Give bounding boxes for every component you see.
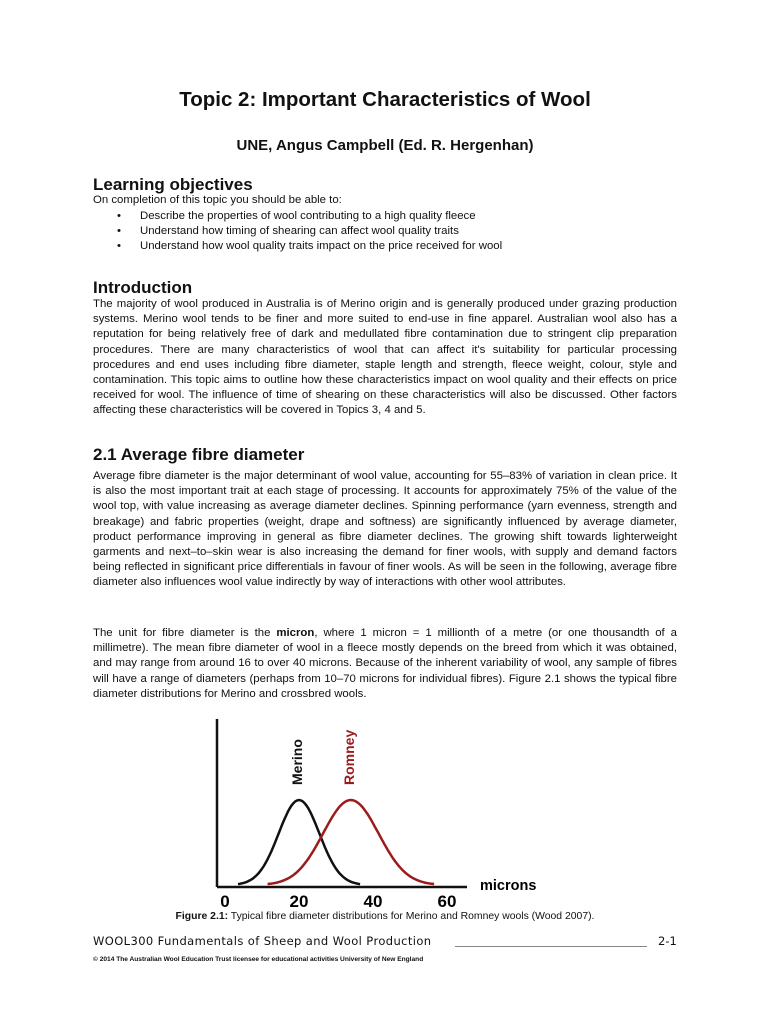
list-item: • Describe the properties of wool contributing to a high quality fleece <box>117 210 476 222</box>
list-item: • Understand how wool quality traits impact on the price received for wool <box>117 240 503 252</box>
x-tick-label: 60 <box>437 892 457 911</box>
learning-objectives-list <box>110 209 502 254</box>
section-2-1-paragraph-1: Average fibre diameter is the major determinant of wool value, accounting for 55–83% of variation in clean price. It is also the most important trait at each stage of processing. It accounts for approximately 75% of the value of the wool top, with value increasing as average diameter declines. Spinning performance (yarn evenness, strength and breakage) and fabric properties (weight, drape and softness) are significantly influenced by average diameter, product performance improving in general as fibre diameter declines. The growing shift towards lighterweight garments and next–to–skin wear is also increasing the demand for finer wools, with supply and demand factors being reflected in significant price differentials in favour of finer wools. As will be seen in the following, average fibre diameter also influences wool value indirectly by way of interactions with other wool attributes. <box>93 470 677 589</box>
footer-divider <box>455 946 647 947</box>
learning-objectives-heading: Learning objectives <box>93 175 253 194</box>
introduction-paragraph: The majority of wool produced in Australia is of Merino origin and is generally produced under grazing production systems. Merino wool tends to be finer and more suited to end-use in fine apparel. Australian wool also has a reputation for being relatively free of dark and medullated fibre contamination due to stringent clip preparation procedures. There are many characteristics of wool that can affect it's suitability for particular processing procedures and end uses including fibre diameter, staple length and strength, fleece weight, colour, style and contamination. This topic aims to outline how these characteristics impact on wool quality and their effects on price received for wool. The influence of time of shearing on these characteristics will also be discussed. Other factors affecting these characteristics will be covered in Topics 3, 4 and 5. <box>93 298 677 417</box>
fibre-diameter-figure <box>205 715 565 915</box>
list-item: • Understand how timing of shearing can affect wool quality traits <box>117 225 459 237</box>
learning-objectives-intro: On completion of this topic you should be able to: <box>93 194 342 206</box>
footer-course-title: WOOL300 Fundamentals of Sheep and Wool Production <box>93 934 432 948</box>
x-tick-label: 40 <box>363 892 383 911</box>
series-label-romney: Romney <box>340 729 357 785</box>
series-curve-romney <box>268 800 435 884</box>
micron-term: micron <box>276 627 315 639</box>
bullet-icon: • <box>117 210 121 222</box>
page-number: 2-1 <box>658 934 677 948</box>
section-heading-2-1: 2.1 Average fibre diameter <box>93 445 305 464</box>
author-line: UNE, Angus Campbell (Ed. R. Hergenhan) <box>236 137 534 154</box>
x-axis-label: microns <box>480 878 537 894</box>
series-label-merino: Merino <box>289 739 305 785</box>
bullet-icon: • <box>117 240 121 252</box>
bullet-icon: • <box>117 225 121 237</box>
copyright-notice: © 2014 The Australian Wool Education Trust licensee for educational activities University of New England <box>93 956 424 963</box>
x-tick-label: 20 <box>289 892 309 911</box>
introduction-heading: Introduction <box>93 278 193 297</box>
figure-caption: Figure 2.1: Typical fibre diameter distributions for Merino and Romney wools (Wood 2007). <box>175 911 595 922</box>
page-title: Topic 2: Important Characteristics of Wool <box>179 88 591 111</box>
x-tick-label: 0 <box>220 892 230 911</box>
section-2-1-paragraph-2: The unit for fibre diameter is the micron, where 1 micron = 1 millionth of a metre (or one thousandth of a millimetre). The mean fibre diameter of wool in a fleece mostly depends on the breed from which it was obtained, and may range from around 16 to over 40 microns. Because of the inherent variability of wool, any sample of fibres will have a range of diameters (perhaps from 10–70 microns for individual fibres). Figure 2.1 shows the typical fibre diameter distributions for Merino and crossbred wools. <box>93 627 677 700</box>
fibre-diameter-chart <box>205 715 565 915</box>
